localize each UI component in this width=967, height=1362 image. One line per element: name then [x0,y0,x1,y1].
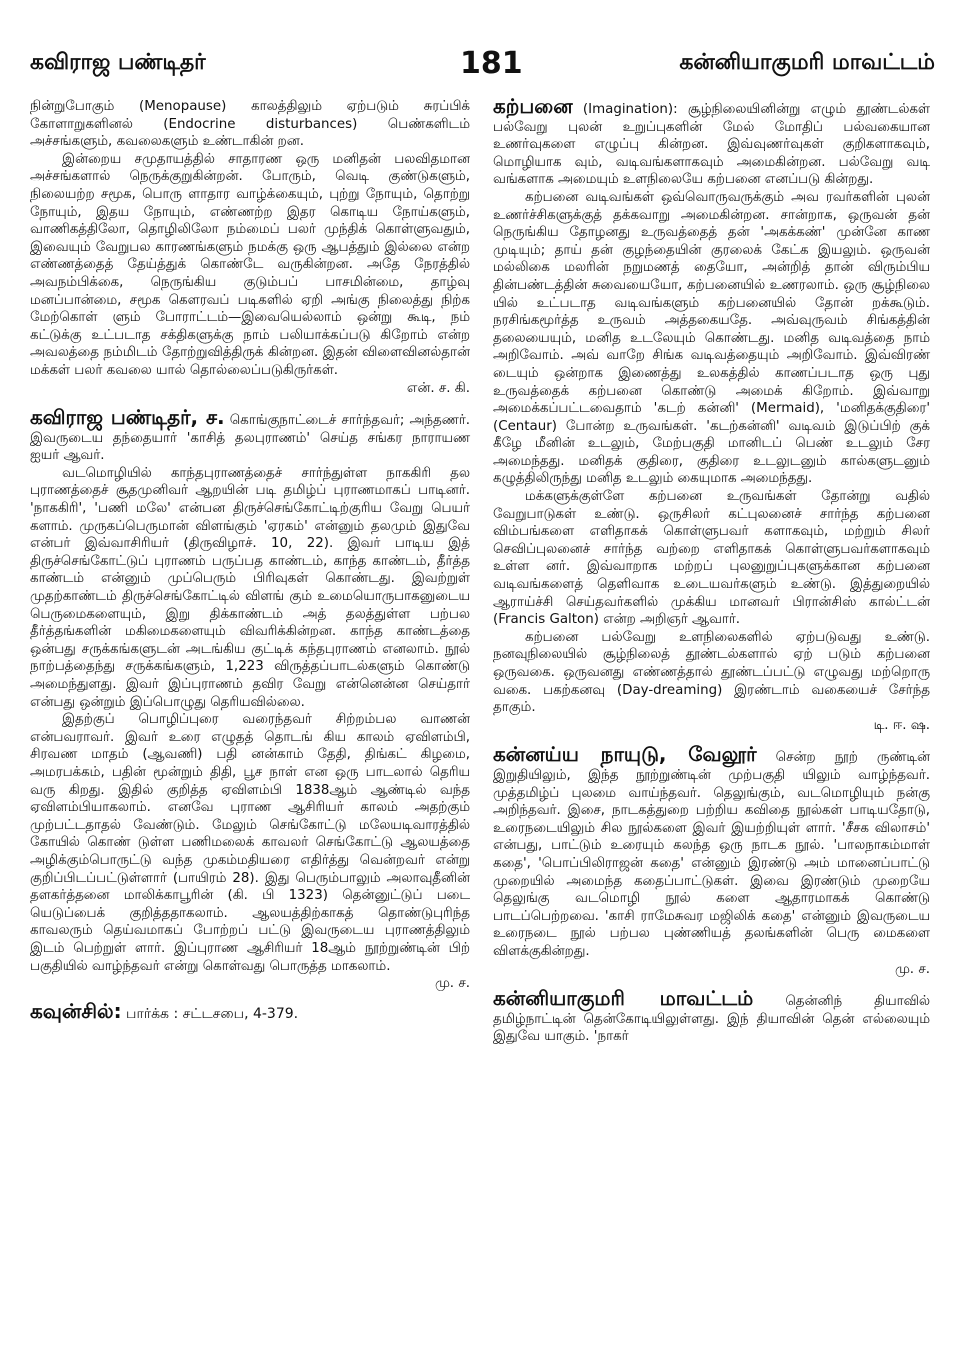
author-signature: மு. ச. [434,976,470,992]
cross-reference-text: பார்க்க : சட்டசபை, 4-379. [121,1005,299,1022]
entry-heading: கவிராஜ பண்டிதர், ச. [30,405,225,430]
entry-text: தென்னிந் தியாவில் தமிழ்நாட்டின் தென்கோடியிலுள்ளது. இந் தியாவின் தென் எல்லையும் இதுவே யாகும். 'நாகர் [493,994,930,1045]
entry-text: சென்ற நூற் ருண்டின் இறுதியிலும், இந்த நூற்றுண்டின் முற்பகுதி யிலும் வாழ்ந்தவர். முத்தமிழ்ப் புலமை வாய்ந்தவர். தெலுங்கும், வடமொழியும் நன்கு அறிந்தவர். இசை, நாடகத்துறை பற்றிய கவிதை நூல்கள் பாடியதோடு, உரைநடையிலும் சில நூல்களை இவர் இயற்றியுள் ளார். 'சீசக விலாசம்' என்பது, பாட்டும் உரையும் கலந்த ஒரு நாடக நூல். 'பாலநாகம்மாள் கதை', 'பொப்பிலிராஜன் கதை' என்னும் இரண்டு அம் மானைப்பாட்டு முறையில் அமைந்த கதைப்பாட்டுகள். இவை இரண்டும் முறையே தெலுங்கு வடமொழி நூல் களை ஆதாரமாகக் கொண்டு பாடப்பெற்றவை. 'காசி ராமேசுவர மஜிலிக் கதை' என்னும் இவருடைய உரைநடை நூல் பற்பல புண்ணியத் தலங்களின் பெரு மைகளை விளக்குகின்றது. [493,750,930,959]
paragraph: நின்றுபோகும் (Menopause) காலத்திலும் ஏற்படும் சுரப்பிக் கோளாறுகளினல் (Endocrine disturbances) பெண்களிடம் அச்சங்களும், கவலைகளும் உண்டாகின் றன. [30,99,470,150]
author-signature: மு. ச. [894,961,930,977]
paragraph: இன்றைய சமுதாயத்தில் சாதாரண ஒரு மனிதன் பலவிதமான அச்சங்களால் நெருக்குறுகின்றன். போரும், வெடி குண்டுகளும், நிலையற்ற சமூக, பொரு ளாதார வாழ்க்கையும், புற்று நோயும், தொற்று நோயும், இதய நோயும், எண்ணற்ற இதர கொடிய நோய்களும், வாணிகத்திலோ, தொழிலிலோ நம்மைப் பலர் முந்திக் கொள்ளுவதும், இவையும் வேறுபல காரணங்களும் நமக்கு ஒரு ஆபத்தும் இல்லை என்ற எண்ணத்தைத் தேய்த்துக் கொண்டே வருகின்றன. அதே நேரத்தில் அவநம்பிக்கை, நெருங்கிய குடும்பப் பாசமின்மை, தாழ்வு மனப்பான்மை, சமூக கௌரவப் படிகளில் ஏறி அங்கு நிலைத்து நிற்க மேற்கொள் ளும் போராட்டம்—இவையெல்லாம் ஒன்று கூடி, நம் கட்டுக்கு உட்படாத சக்திகளுக்கு நாம் பலியாக்கப்படு கிறோம் என்ற அவலத்தை நம்மிடம் தோற்றுவித்திருக் கின்றன. இதன் விளைவினல்தான் மக்கள் பலர் கவலை யால் தொல்லைப்படுகிருர்கள். [30,151,470,378]
running-head-right: கன்னியாகுமரி மாவட்டம் [679,50,935,75]
paragraph: இதற்குப் பொழிப்புரை வரைந்தவர் சிற்றம்பல வாணன் என்பவராவர். இவர் உரை எழுதத் தொடங் கிய காலம் ஏவிளம்பி, சிரவண மாதம் (ஆவணி) பதி னன்காம் தேதி, திங்கட் கிழமை, அமரபக்கம், பதின் மூன்றும் திதி, பூச நாள் என ஒரு பாடலால் தெரிய வரு கிறது. இதில் குறித்த ஏவிளம்பி 1838ஆம் ஆண்டில் வந்த ஏவிளம்பியாகலாம். எனவே புராண ஆசிரியர் காலம் அதற்கும் முற்பட்டதாதல் வேண்டும். மேலும் செங்கோட்டு மலேயடிவாரத்தில் கோயில் கொண் டுள்ள பணிமலைக் காவலர் செங்கோட்டு ஆலயத்தை அழிக்கும்பொருட்டு வந்த முகம்மதியரை எதிர்த்து வென்றவர் என்று குறிப்பிடப்பட்டுள்ளார் (பாயிரம் 28). இது பெரும்பாலும் அலாவுதீனின் தளகர்த்தனை மாலிக்காபூரின் (கி. பி 1323) தென்னுட்டுப் படை யெடுப்பைக் குறித்ததாகலாம். ஆலயத்திற்காகத் தொண்டுபுரிந்த காவலரும் தெய்வமாகப் போற்றப் பட்டு இவருடைய புராணத்திலும் இடம் பெற்றுள் ளார். இப்புராண ஆசிரியர் 18ஆம் நூற்றுண்டின் பிற் பகுதியில் வாழ்ந்தவர் என்று கொள்வது பொருத்த மாகலாம். [30,712,470,974]
entry-karpanai [493,94,930,189]
cross-reference-heading: கவுன்சில்: [30,998,122,1023]
paragraph: மக்களுக்குள்ளே கற்பனை உருவங்கள் தோன்று வதில் வேறுபாடுகள் உண்டு. ஒருசிலர் கட்புலனைச் சார்ந்த கற்பனை விம்பங்களை எளிதாகக் கொள்ளுபவர் களாகவும், மற்றும் சிலர் செவிப்புலனைச் சார்ந்த வற்றை எளிதாகக் கொள்ளுபவர்களாகவும் உள்ள னர். இவ்வாறாக மற்றப் புலனுறுப்புகளுக்கான கற்பனை வடிவங்களைத் தெளிவாக உடையவர்களும் உண்டு. இத்துறையில் ஆராய்ச்சி செய்தவர்களில் முக்கிய மானவர் பிரான்சிஸ் கால்ட்டன் (Francis Galton) என்ற அறிஞர் ஆவார். [493,489,930,628]
paragraph: கற்பனை வடிவங்கள் ஒவ்வொருவருக்கும் அவ ரவர்களின் புலன் உணர்ச்சிகளுக்குத் தக்கவாறு அமைகின்றன. சான்றாக, ஒருவன் தன் நெருங்கிய தோழனது உருவத்தைத் தன் 'அகக்கண்' முன்னே காண முடியும்; தாய் தன் குழந்தையின் குரலைக் கேட்க இயலும். ஒருவன் மல்லிகை மலரின் நறுமணத் தையோ, அன்றித் தான் விரும்பிய தின்பண்டத்தின் சுவையையோ, கற்பனையில் உணரலாம். ஒரு சூழ்நிலை யில் உட்படாத வடிவங்களும் கற்பனையில் தோன் றக்கூடும். நரசிங்கமூர்த்த உருவம் அத்தகையதே. அவ்வுருவம் சிங்கத்தின் தலையையும், மனித உடலேயும் கொண்டது. மனித வடிவத்தை நாம் அறிவோம். அவ் வாறே சிங்க வடிவத்தையும் அறிவோம். இவ்விரண் டையும் ஒன்றாக இணைத்து உலகத்தில் காணப்படாத ஒரு புது உருவத்தைக் கற்பனை கொண்டு அமைக் கிறோம். இவ்வாறு அமைக்கப்பட்டவைதாம் 'கடற் கன்னி' (Mermaid), 'மனிதக்குதிரை' (Centaur) போன்ற உருவங்கள். 'கடற்கன்னி' வடிவம் இடுப்பிற் குக் கீழே மீனின் உடலும், மேற்பகுதி மானிடப் பெண் உடலும் சேர அமைந்தது. மனிதக் குதிரை, குதிரை உடலுடனும் கால்களுடனும் கழுத்திலிருந்து மனித உடலும் கையுமாக அமைந்தது. [493,189,930,487]
entry-text: (Imagination): சூழ்நிலையினின்று எழும் தூண்டல்கள் பல்வேறு புலன் உறுப்புகளின் மேல் மோதிப் பல்வகையான உணர்வுகளை எழுப்பு கின்றன. இவ்வுணர்வுகள் குறிகளாகவும், மொழியாக வும், வடிவங்களாகவும் அமைகின்றன. பல்வேறு வடி வங்களாக அமையும் உளநிலையே கற்பனை எனப்படு கின்றது. [493,102,930,188]
entry-text: கொங்குநாட்டைச் சார்ந்தவர்; அந்தணர். இவருடைய தந்தையார் 'காசித் தலபுராணம்' செய்த சங்கர நாராயண ஐயர் ஆவர். [30,413,470,464]
running-head-left: கவிராஜ பண்டிதர் [30,50,206,75]
cross-reference [30,998,470,1024]
entry-heading: கன்னய்ய நாயுடு, வேலூர் [493,742,757,767]
author-signature: டி. ஈ. ஷ. [873,717,930,733]
right-column [493,94,930,1046]
entry-kannayya-naidu [493,742,930,960]
entry-kaviraja-panditar [30,405,470,465]
page-header [30,46,935,90]
entry-kanyakumari-district [493,986,930,1046]
paragraph: கற்பனை பல்வேறு உளநிலைகளில் ஏற்படுவது உண்டு. நனவுநிலையில் சூழ்நிலைத் தூண்டல்களால் ஏற் படும் கற்பனை ஒருவகை. ஒருவனது எண்ணத்தால் தூண்டப்பட்டு எழுவது மற்றொரு வகை. பகற்கனவு (Day-dreaming) இரண்டாம் வகையைச் சேர்ந்த தாகும். [493,629,930,716]
author-signature: என். ச. கி. [406,380,470,396]
left-column [30,98,470,1023]
entry-heading: கற்பனை [493,94,573,118]
entry-heading: கன்னியாகுமரி மாவட்டம் [493,986,754,1011]
page-number: 181 [460,46,523,81]
paragraph: வடமொழியில் காந்தபுராணத்தைச் சார்ந்துள்ள நாககிரி தல புராணத்தைச் சூதமுனிவர் ஆறயின் படி தமிழ்ப் புராணமாகப் பாடினர். 'நாககிரி', 'பணி மலே' என்பன திருச்செங்கோட்டிற்குரிய வேறு பெயர் களாம். முருகப்பெருமான் விளங்கும் 'ஏரகம்' என்னும் தலமும் இதுவே என்பர் இவ்வாசிரியர் (திருவிழாச். 10, 22). இவர் பாடிய இத் திருச்செங்கோட்டுப் புராணம் பருப்பத காண்டம், காந்த காண்டம், தீர்த்த காண்டம் என்னும் முப்பெரும் பிரிவுகள் கொண்டது. இவற்றுள் முதற்காண்டம் திருச்செங்கோட்டில் விளங் கும் உமையொருபாகனுடைய பெருமைகளையும், இறு திக்காண்டம் அத் தலத்துள்ள பற்பல தீர்த்தங்களின் மகிமைகளையும் விவரிக்கின்றன. காந்த காண்டத்தை ஒன்பது சருக்கங்களுடன் அடங்கிய குட்டிக் கந்தபுராணம் எனலாம். நூல் நாற்பத்தைந்து சருக்கங்களும், 1,223 விருத்தப்பாடல்களும் கொண்டு அமைந்துளது. இவர் இப்புராணம் தவிர வேறு என்னென்ன செய்தார் என்பது ஒன்றும் இப்பொழுது தெரியவில்லை. [30,465,470,710]
